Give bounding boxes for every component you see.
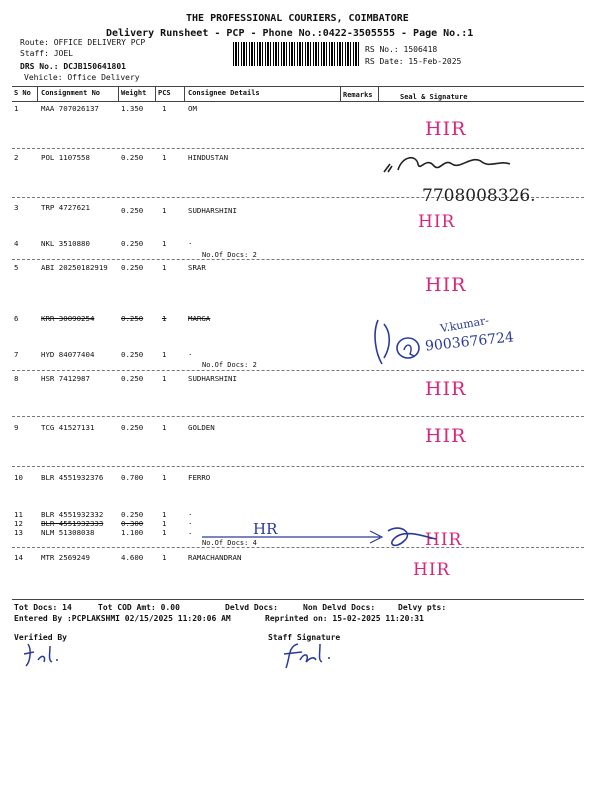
col-header-consignment: Consignment No	[41, 89, 101, 97]
reprinted-on: Reprinted on: 15-02-2025 11:20:31	[265, 614, 424, 623]
handwritten-hir: HIR	[425, 530, 463, 550]
table-header-rule	[12, 101, 584, 102]
col-divider	[340, 86, 341, 101]
col-divider	[37, 86, 38, 101]
row-weight: 0.250	[121, 239, 144, 248]
row-consignment: BLR 4551932332	[41, 510, 104, 519]
row-pcs: 1	[162, 374, 167, 383]
row-sno: 11	[14, 510, 23, 519]
row-consignee: .	[188, 527, 193, 536]
row-sno: 5	[14, 263, 19, 272]
signature-scribble-icon	[382, 150, 512, 178]
row-pcs: 1	[162, 153, 167, 162]
row-sno: 9	[14, 423, 19, 432]
row-weight: 0.300	[121, 519, 144, 528]
row-consignee: .	[188, 237, 193, 246]
row-sno: 7	[14, 350, 19, 359]
col-header-sno: S No	[14, 89, 31, 97]
handwritten-hir: HIR	[418, 212, 456, 232]
row-consignee: .	[188, 348, 193, 357]
row-consignment: NKL 3510880	[41, 239, 90, 248]
row-consignee: SUDHARSHINI	[188, 374, 237, 383]
route: Route: OFFICE DELIVERY PCP	[20, 38, 146, 47]
handwritten-hir: HIR	[425, 378, 467, 400]
col-header-weight: Weight	[121, 89, 147, 97]
barcode	[233, 42, 361, 66]
row-sno: 6	[14, 314, 19, 323]
rs-date: RS Date: 15-Feb-2025	[365, 57, 462, 66]
delivered-docs: Delvd Docs:	[225, 603, 278, 612]
row-consignment: BLR 4551932333	[41, 519, 104, 528]
col-header-pcs: PCS	[158, 89, 171, 97]
vehicle: Vehicle: Office Delivery	[24, 73, 140, 82]
row-divider	[12, 466, 584, 467]
company-title: THE PROFESSIONAL COURIERS, COIMBATORE	[186, 13, 409, 24]
row-weight: 0.250	[121, 423, 144, 432]
row-consignment: NLM 51308038	[41, 528, 95, 537]
row-consignee: .	[188, 508, 193, 517]
non-delivered-docs: Non Delvd Docs:	[303, 603, 376, 612]
row-consignee: SRAR	[188, 263, 206, 272]
handwritten-hir: HIR	[425, 118, 467, 140]
row-sno: 10	[14, 473, 23, 482]
rs-number: RS No.: 1506418	[365, 45, 438, 54]
row-pcs: 1	[162, 263, 167, 272]
row-weight: 0.250	[121, 350, 144, 359]
row-consignment: TRP 4727621	[41, 203, 90, 212]
row-weight: 1.100	[121, 528, 144, 537]
row-consignment: MTR 2569249	[41, 553, 90, 562]
row-divider	[12, 148, 584, 149]
row-consignee: .	[188, 517, 193, 526]
col-divider	[155, 86, 156, 101]
row-sno: 2	[14, 153, 19, 162]
total-docs: Tot Docs: 14	[14, 603, 72, 612]
row-weight: 0.700	[121, 473, 144, 482]
row-consignee: GOLDEN	[188, 423, 215, 432]
row-pcs: 1	[162, 314, 167, 323]
handwritten-phone: 7708008326.	[422, 186, 536, 206]
handwritten-phone: 9003676724	[424, 329, 515, 355]
row-consignment: HSR 7412987	[41, 374, 90, 383]
verified-by-label: Verified By	[14, 633, 67, 642]
total-cod: Tot COD Amt: 0.00	[98, 603, 180, 612]
row-consignment: BLR 4551932376	[41, 473, 104, 482]
row-divider	[12, 259, 584, 260]
delivery-points: Delvy pts:	[398, 603, 447, 612]
row-sno: 1	[14, 104, 19, 113]
signature-verified-icon	[22, 640, 82, 670]
row-divider	[12, 370, 584, 371]
row-consignment: POL 1107558	[41, 153, 90, 162]
handwritten-hir: HIR	[425, 425, 467, 447]
row-pcs: 1	[162, 510, 167, 519]
col-divider	[378, 86, 379, 101]
row-sno: 13	[14, 528, 23, 537]
row-divider	[12, 416, 584, 417]
row-sno: 12	[14, 519, 23, 528]
row-sno: 3	[14, 203, 19, 212]
handwritten-name-note: V.kumar-	[439, 313, 490, 336]
row-consignment: MAA 707026137	[41, 104, 99, 113]
row-pcs: 1	[162, 553, 167, 562]
staff: Staff: JOEL	[20, 49, 73, 58]
row-sno: 14	[14, 553, 23, 562]
row-weight: 4.600	[121, 553, 144, 562]
row-weight: 0.250	[121, 263, 144, 272]
signature-scribble-icon	[370, 314, 430, 370]
row-weight: 0.250	[121, 206, 144, 215]
handwritten-hr: HR	[253, 520, 278, 538]
row-sno: 4	[14, 239, 19, 248]
row-pcs: 1	[162, 104, 167, 113]
arrow-icon	[200, 525, 440, 555]
col-header-seal: Seal & Signature	[400, 93, 468, 101]
row-consignee: SUDHARSHINI	[188, 206, 237, 215]
entered-by: Entered By :PCPLAKSHMI 02/15/2025 11:20:06 AM	[14, 614, 231, 623]
row-pcs: 1	[162, 206, 167, 215]
row-consignment: KRR 30090254	[41, 314, 95, 323]
row-pcs: 1	[162, 423, 167, 432]
table-bottom-rule	[12, 599, 584, 600]
row-doc-count: No.Of Docs: 2	[202, 251, 257, 259]
row-doc-count: No.Of Docs: 4	[202, 539, 257, 547]
row-consignment: HYD 84077404	[41, 350, 95, 359]
row-weight: 0.250	[121, 314, 144, 323]
col-header-remarks: Remarks	[343, 91, 373, 99]
handwritten-hir: HIR	[425, 274, 467, 296]
col-divider	[118, 86, 119, 101]
drs-number: DRS No.: DCJB150641801	[20, 62, 126, 71]
row-pcs: 1	[162, 350, 167, 359]
col-divider	[184, 86, 185, 101]
row-pcs: 1	[162, 519, 167, 528]
handwritten-hir: HIR	[413, 560, 451, 580]
row-consignee: RAMACHANDRAN	[188, 553, 242, 562]
staff-signature-label: Staff Signature	[268, 633, 341, 642]
row-pcs: 1	[162, 473, 167, 482]
row-consignee: OM	[188, 104, 197, 113]
row-consignee: FERRO	[188, 473, 211, 482]
row-pcs: 1	[162, 239, 167, 248]
runsheet-subtitle: Delivery Runsheet - PCP - Phone No.:0422-3505555 - Page No.:1	[106, 28, 474, 39]
col-header-consignee: Consignee Details	[188, 89, 260, 97]
table-top-rule	[12, 86, 584, 87]
row-weight: 0.250	[121, 510, 144, 519]
row-weight: 1.350	[121, 104, 144, 113]
row-sno: 8	[14, 374, 19, 383]
row-consignment: TCG 41527131	[41, 423, 95, 432]
signature-staff-icon	[276, 638, 346, 672]
row-weight: 0.250	[121, 153, 144, 162]
row-consignment: ABI 20250182919	[41, 263, 108, 272]
row-weight: 0.250	[121, 374, 144, 383]
row-consignee: MARGA	[188, 314, 211, 323]
row-pcs: 1	[162, 528, 167, 537]
row-consignee: HINDUSTAN	[188, 153, 229, 162]
row-doc-count: No.Of Docs: 2	[202, 361, 257, 369]
